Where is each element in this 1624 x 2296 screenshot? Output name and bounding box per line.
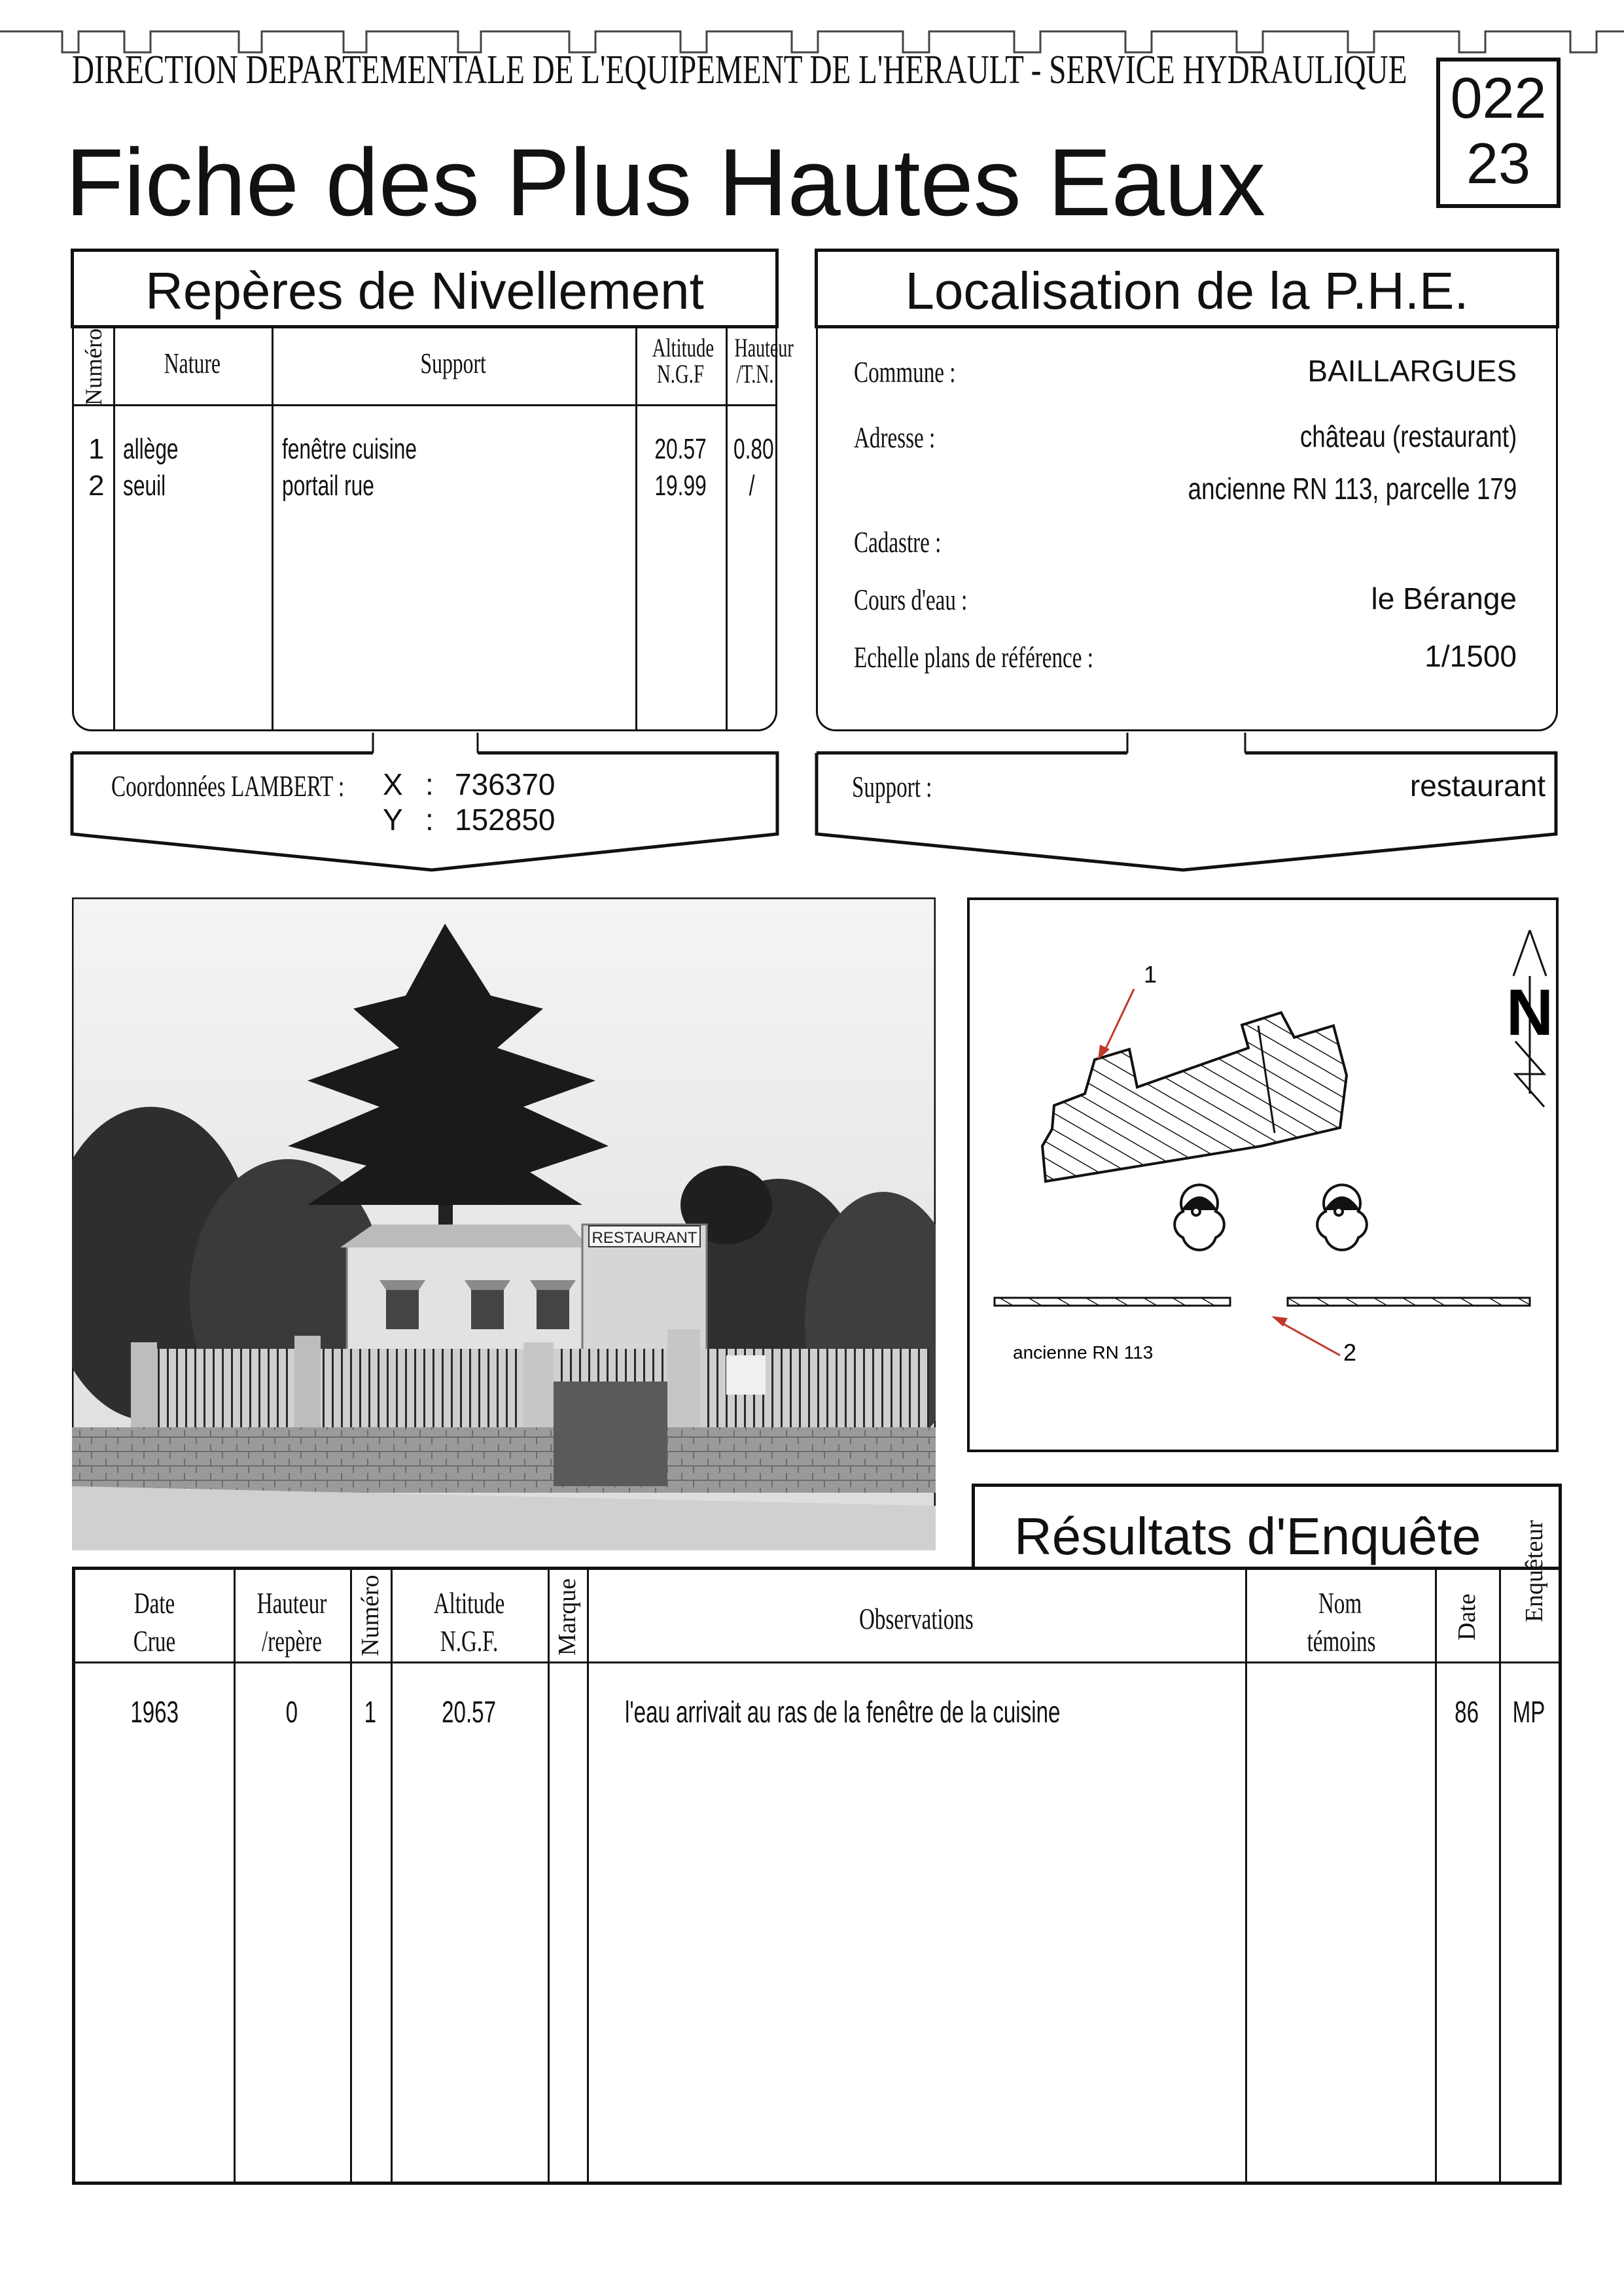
- lambert-x-sep: :: [425, 767, 434, 801]
- restaurant-sign: RESTAURANT: [591, 1229, 697, 1247]
- row1-altitude: 20.57: [654, 433, 707, 465]
- fiche-code-box: [1436, 58, 1561, 208]
- result-date-crue: 1963: [130, 1695, 179, 1729]
- col-support-header: Support: [420, 347, 487, 379]
- echelle-value: 1/1500: [1424, 639, 1517, 673]
- reperes-table: [72, 327, 794, 731]
- adresse-line-1: château (restaurant): [1299, 419, 1517, 453]
- row2-support: portail rue: [282, 470, 374, 502]
- lambert-label: Coordonnées LAMBERT :: [111, 769, 345, 803]
- col-numero-header: Numéro: [80, 328, 107, 406]
- col-enqueteur-header: Enquêteur: [1521, 1520, 1548, 1623]
- result-hauteur: 0: [285, 1695, 298, 1729]
- row1-hauteur: 0.80: [733, 433, 774, 465]
- building-photo: [72, 897, 936, 1550]
- col-marque-header: Marque: [554, 1578, 581, 1656]
- row2-nature: seuil: [123, 470, 166, 502]
- cours-value: le Bérange: [1371, 582, 1517, 616]
- lambert-y-sep: :: [425, 803, 434, 837]
- lambert-y-label: Y: [383, 803, 403, 837]
- support-arrow-box: [810, 729, 1564, 880]
- col-altitude-header: Altitude N.G.F: [652, 333, 715, 389]
- result-date: 86: [1455, 1695, 1479, 1729]
- cours-label: Cours d'eau :: [854, 583, 968, 616]
- col-date-crue-header: Date Crue: [133, 1586, 176, 1658]
- agency-header: DIRECTION DEPARTEMENTALE DE L'EQUIPEMENT DE L'HERAULT - SERVICE HYDRAULIQUE: [72, 48, 1407, 92]
- lambert-x-label: X: [383, 767, 403, 801]
- support-label: Support :: [852, 770, 932, 803]
- adresse-line-2: ancienne RN 113, parcelle 179: [1188, 472, 1517, 506]
- col-temoins-header: Nom témoins: [1307, 1586, 1376, 1658]
- page-title: Fiche des Plus Hautes Eaux: [65, 129, 1266, 235]
- result-enqueteur: MP: [1512, 1695, 1545, 1729]
- col-nature-header: Nature: [164, 347, 221, 379]
- col-observations-header: Observations: [858, 1602, 974, 1635]
- row2-numero: 2: [88, 470, 105, 502]
- marker-1-label: 1: [1144, 961, 1157, 988]
- resultats-title-box: [972, 1484, 1562, 1569]
- lambert-x-value: 736370: [455, 767, 556, 801]
- col-numero-header: Numéro: [357, 1574, 384, 1656]
- commune-label: Commune :: [854, 355, 956, 389]
- result-marque: [548, 1694, 587, 1730]
- row1-numero: 1: [88, 433, 105, 465]
- col-hauteur-header: Hauteur /T.N.: [734, 333, 794, 389]
- result-numero: 1: [364, 1695, 377, 1729]
- cadastre-label: Cadastre :: [854, 525, 942, 559]
- north-label: N: [1506, 976, 1554, 1049]
- location-plan: [967, 897, 1559, 1452]
- support-value: restaurant: [1409, 769, 1545, 803]
- result-observations: l'eau arrivait au ras de la fenêtre de la cuisine: [625, 1695, 1061, 1729]
- row1-support: fenêtre cuisine: [282, 433, 417, 465]
- code-bottom: 23: [1466, 131, 1530, 196]
- reperes-title-box: [71, 249, 779, 328]
- row2-hauteur: /: [749, 470, 755, 502]
- row1-nature: allège: [123, 433, 179, 465]
- code-top: 022: [1450, 65, 1547, 130]
- reperes-title: Repères de Nivellement: [145, 262, 704, 320]
- localisation-title-box: [815, 249, 1559, 328]
- localisation-title: Localisation de la P.H.E.: [905, 262, 1469, 320]
- col-hauteur-repere-header: Hauteur /repère: [256, 1586, 327, 1658]
- col-altitude-ngf-header: Altitude N.G.F.: [433, 1586, 505, 1658]
- commune-value: BAILLARGUES: [1307, 354, 1517, 388]
- lambert-y-value: 152850: [455, 803, 556, 837]
- result-temoins: [1245, 1694, 1435, 1730]
- col-date-header: Date: [1453, 1593, 1481, 1641]
- adresse-label: Adresse :: [854, 421, 936, 454]
- localisation-panel: [816, 327, 1558, 731]
- resultats-title: Résultats d'Enquête: [1014, 1507, 1481, 1565]
- row2-altitude: 19.99: [654, 470, 707, 502]
- road-label: ancienne RN 113: [1013, 1342, 1154, 1363]
- echelle-label: Echelle plans de référence :: [854, 640, 1093, 674]
- result-altitude: 20.57: [442, 1695, 497, 1729]
- marker-2-label: 2: [1343, 1339, 1357, 1366]
